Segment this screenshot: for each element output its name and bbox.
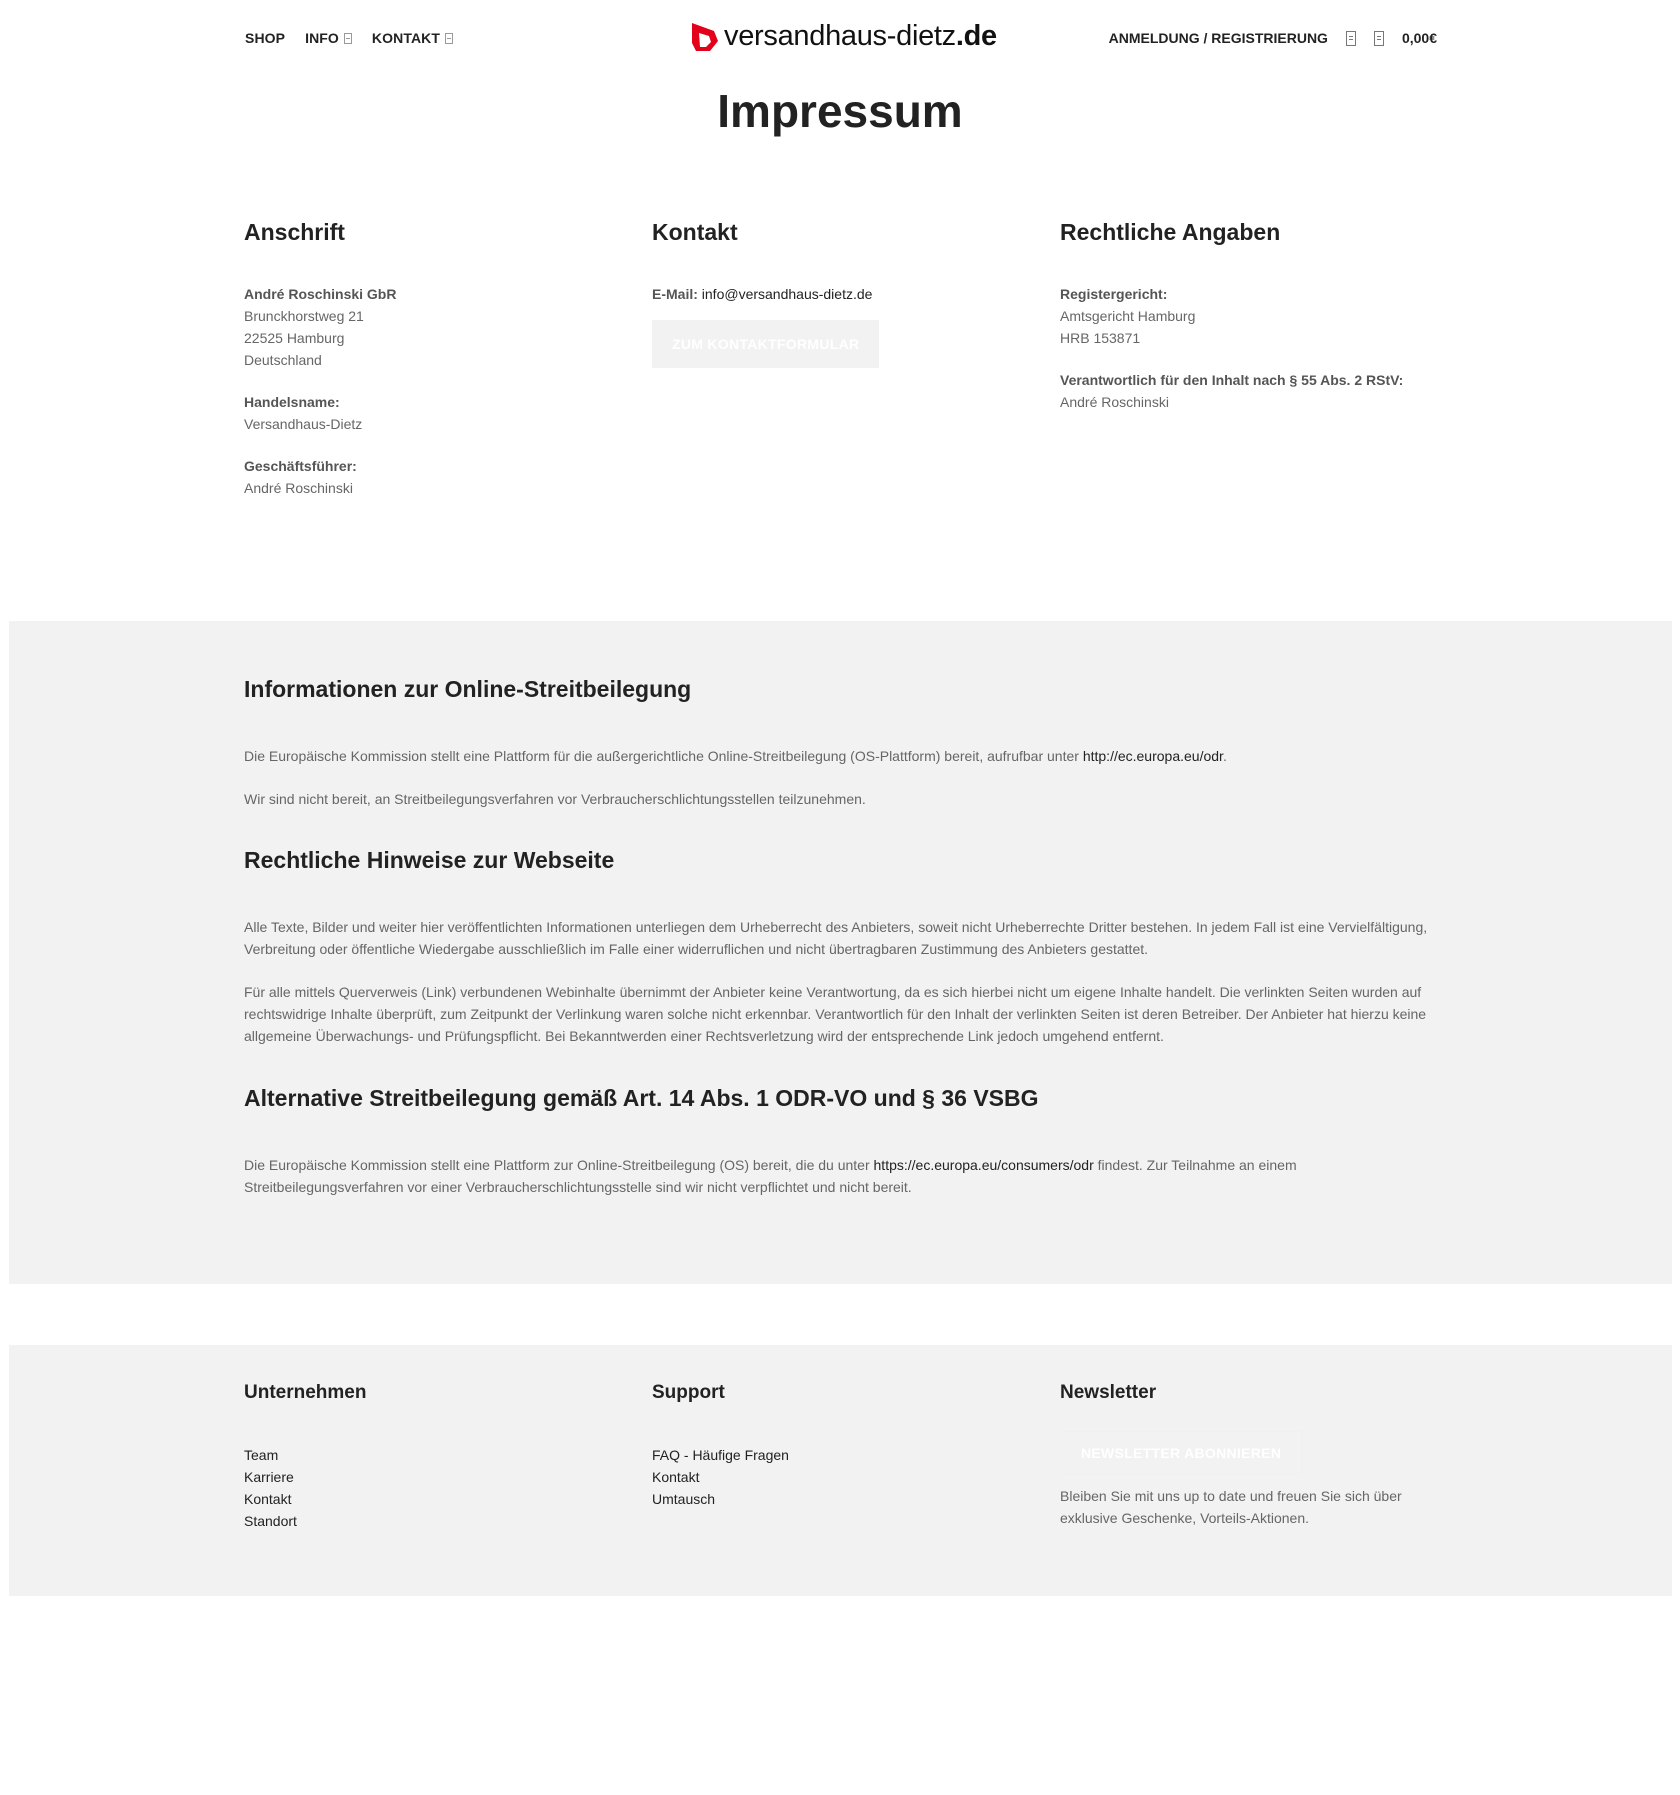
footer-link-standort[interactable]: Standort (244, 1513, 297, 1529)
site-footer (9, 1345, 1672, 1596)
footer-link-umtausch[interactable]: Umtausch (652, 1491, 716, 1507)
site-logo[interactable] (690, 20, 997, 53)
nav-shop[interactable] (245, 30, 285, 46)
footer-link-team[interactable]: Team (244, 1447, 279, 1463)
kontakt-heading: Kontakt (652, 219, 738, 245)
consumers-odr-link[interactable]: https://ec.europa.eu/consumers/odr (873, 1157, 1094, 1173)
country: Deutschland (244, 352, 322, 368)
alt-dispute-heading: Alternative Streitbeilegung gemäß Art. 14 Abs. 1 ODR-VO und § 36 VSBG (244, 1085, 1039, 1111)
responsible-value: André Roschinski (1060, 394, 1169, 410)
footer-company-heading: Unternehmen (244, 1382, 367, 1403)
odr-link[interactable]: http://ec.europa.eu/odr (1082, 748, 1223, 764)
nav-info-label: INFO (305, 30, 339, 46)
anschrift-heading: Anschrift (244, 219, 345, 245)
ceo-value: André Roschinski (244, 480, 353, 496)
newsletter-subscribe-button[interactable]: NEWSLETTER ABONNIEREN (1060, 1431, 1302, 1475)
website-notes-paragraph-1: Alle Texte, Bilder und weiter hier veröffentlichten Informationen unterliegen dem Urheberrecht des Anbieters, soweit nicht Urheberrechte Dritter bestehen. In jedem Fall ist eine Vervielfältigung, Verbreitung oder öffentliche Wiedergabe ausschließlich im Falle einer widerruflichen und nicht übertragbaren Zustimmung des Anbieters gestattet. (244, 919, 1428, 957)
rechtlich-column (1060, 219, 1440, 433)
newsletter-description: Bleiben Sie mit uns up to date und freuen Sie sich über exklusive Geschenke, Vorteils-Aktionen. (1060, 1488, 1402, 1526)
os-paragraph-1: Die Europäische Kommission stellt eine Plattform für die außergerichtliche Online-Streitbeilegung (OS-Plattform) bereit, aufrufbar unter http://ec.europa.eu/odr. (244, 748, 1227, 764)
register-court: Amtsgericht Hamburg (1060, 308, 1196, 324)
footer-link-faq[interactable]: FAQ - Häufige Fragen (652, 1447, 789, 1463)
register-label: Registergericht: (1060, 286, 1168, 302)
footer-support-column (652, 1382, 1032, 1510)
nav-kontakt-label: KONTAKT (371, 30, 441, 46)
os-heading: Informationen zur Online-Streitbeilegung (244, 676, 692, 702)
login-link[interactable]: ANMELDUNG / REGISTRIERUNG (1108, 30, 1328, 46)
site-header (0, 0, 1680, 78)
footer-newsletter-column (1060, 1382, 1440, 1529)
contact-form-button[interactable]: ZUM KONTAKTFORMULAR (652, 320, 879, 368)
wishlist-icon[interactable] (1346, 31, 1356, 46)
city: 22525 Hamburg (244, 330, 345, 346)
company-name: André Roschinski GbR (244, 286, 397, 302)
footer-company-column (244, 1382, 624, 1532)
website-notes-heading: Rechtliche Hinweise zur Webseite (244, 847, 615, 873)
logo-text: versandhaus-dietz.de (724, 20, 997, 52)
register-number: HRB 153871 (1060, 330, 1141, 346)
logo-mark-icon (690, 21, 720, 53)
dropdown-icon (445, 33, 453, 44)
nav-kontakt[interactable] (372, 30, 453, 46)
footer-link-karriere[interactable]: Karriere (244, 1469, 294, 1485)
os-paragraph-2: Wir sind nicht bereit, an Streitbeilegungsverfahren vor Verbraucherschlichtungsstellen teilzunehmen. (244, 791, 866, 807)
street: Brunckhorstweg 21 (244, 308, 364, 324)
account-nav (1109, 30, 1437, 46)
website-notes-paragraph-2: Für alle mittels Querverweis (Link) verbundenen Webinhalte übernimmt der Anbieter keine Verantwortung, da es sich hierbei nicht um eigene Inhalte handelt. Die verlinkten Seiten wurden auf rechtswidrige Inhalte überprüft, zum Zeitpunkt der Verlinkung waren solche nicht erkennbar. Verantwortlich für den Inhalt der verlinkten Seiten ist deren Betreiber. Der Anbieter hat hierzu keine allgemeine Überwachungs- und Prüfungspflicht. Bei Bekanntwerden einer Rechtsverletzung wird der entsprechende Link jedoch umgehend entfernt. (244, 984, 1427, 1044)
footer-link-kontakt[interactable]: Kontakt (244, 1491, 292, 1507)
anschrift-column (244, 219, 624, 519)
dropdown-icon (344, 33, 352, 44)
nav-info[interactable] (305, 30, 352, 46)
footer-newsletter-heading: Newsletter (1060, 1382, 1157, 1403)
main-nav (245, 30, 453, 46)
responsible-label: Verantwortlich für den Inhalt nach § 55 Abs. 2 RStV: (1060, 372, 1404, 388)
trade-name-value: Versandhaus-Dietz (244, 416, 363, 432)
page-title: Impressum (717, 85, 963, 137)
cart-icon[interactable] (1374, 31, 1384, 46)
alt-dispute-paragraph: Die Europäische Kommission stellt eine Plattform zur Online-Streitbeilegung (OS) bereit, die du unter https://ec.europa.eu/consumers/odr findest. Zur Teilnahme an einem Streitbeilegungsverfahren vor einer Verbraucherschlichtungsstelle sind wir nicht verpflichtet und nicht bereit. (244, 1157, 1297, 1195)
email-label: E-Mail: (652, 286, 698, 302)
kontakt-column (652, 219, 1032, 368)
email-link[interactable]: info@versandhaus-dietz.de (701, 286, 873, 302)
ceo-label: Geschäftsführer: (244, 458, 357, 474)
cart-total[interactable]: 0,00€ (1401, 30, 1437, 46)
footer-support-heading: Support (652, 1382, 725, 1403)
rechtlich-heading: Rechtliche Angaben (1060, 219, 1281, 245)
footer-link-support-kontakt[interactable]: Kontakt (652, 1469, 700, 1485)
nav-shop-label: SHOP (245, 30, 286, 46)
legal-info-section (9, 621, 1672, 1284)
trade-name-label: Handelsname: (244, 394, 340, 410)
